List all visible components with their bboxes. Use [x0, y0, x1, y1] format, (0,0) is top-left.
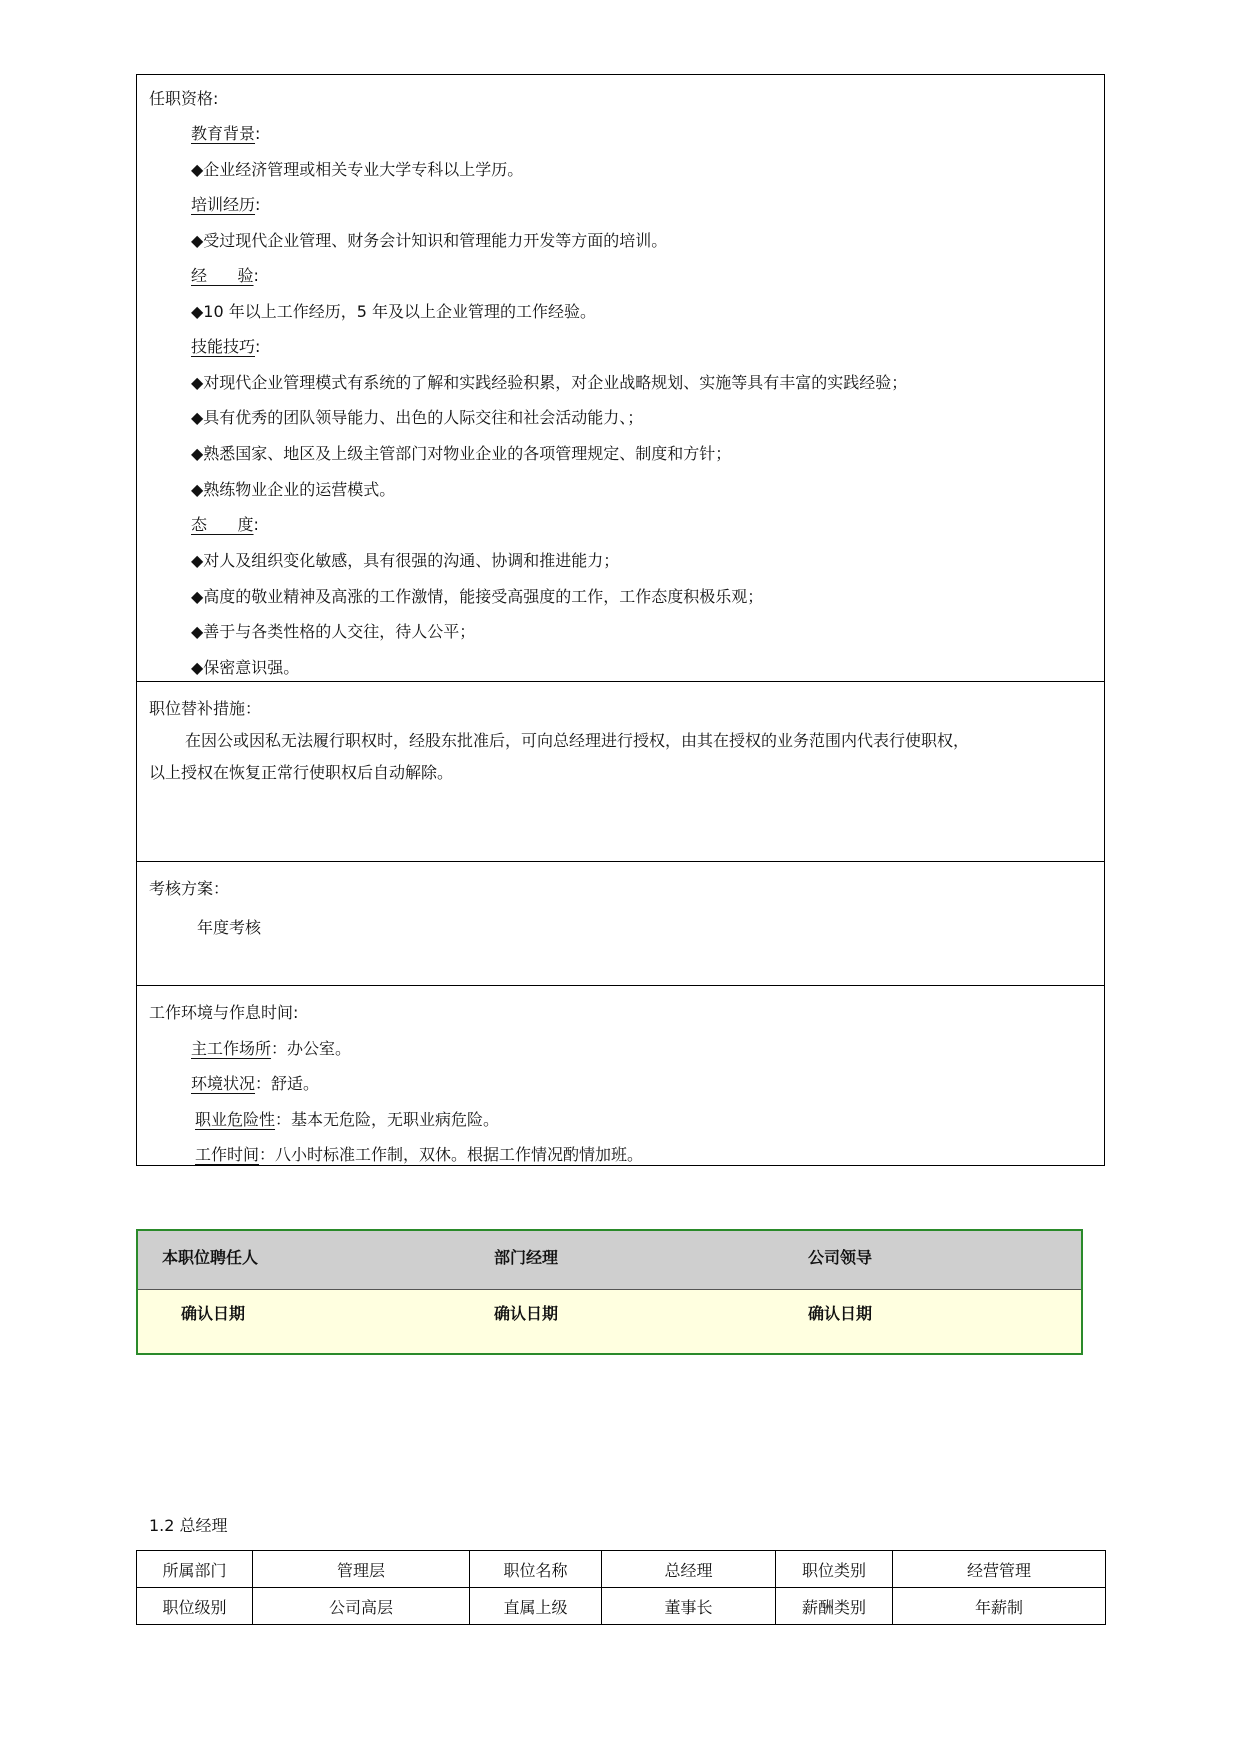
info-cell-label: 所属部门	[137, 1551, 253, 1588]
training-heading	[191, 192, 260, 215]
info-cell-value: 董事长	[602, 1588, 776, 1625]
skills-heading	[191, 334, 260, 357]
approval-date-dept-manager: 确认日期	[494, 1304, 559, 1323]
education-label: 教育背景	[191, 124, 256, 143]
info-cell-label: 职位类别	[776, 1551, 893, 1588]
environment-label: 主工作场所	[191, 1039, 272, 1058]
approval-header-appointee: 本职位聘任人	[162, 1248, 259, 1267]
approval-date-company-leader: 确认日期	[808, 1304, 873, 1323]
approval-date-row	[138, 1290, 1081, 1355]
skills-label: 技能技巧	[191, 337, 256, 356]
training-colon: :	[255, 195, 261, 214]
experience-label: 经 验	[191, 266, 254, 285]
environment-label: 工作时间	[195, 1145, 260, 1164]
substitute-line-2: 以上授权在恢复正常行使职权后自动解除。	[149, 763, 454, 782]
attitude-item: ◆高度的敬业精神及高涨的工作激情，能接受高强度的工作，工作态度积极乐观；	[191, 587, 764, 606]
attitude-item: ◆保密意识强。	[191, 658, 300, 677]
education-item: ◆企业经济管理或相关专业大学专科以上学历。	[191, 160, 524, 179]
position-info-table	[136, 1550, 1106, 1625]
approval-table	[136, 1229, 1083, 1355]
attitude-item: ◆对人及组织变化敏感，具有很强的沟通、协调和推进能力；	[191, 551, 620, 570]
skills-colon: :	[255, 337, 261, 356]
info-cell-label: 薪酬类别	[776, 1588, 893, 1625]
education-colon: :	[255, 124, 261, 143]
attitude-label: 态 度	[191, 515, 254, 534]
environment-label: 职业危险性	[195, 1110, 276, 1129]
assessment-value: 年度考核	[197, 918, 262, 937]
info-cell-value: 经营管理	[893, 1551, 1106, 1588]
approval-header-dept-manager: 部门经理	[494, 1248, 559, 1267]
info-cell-value: 年薪制	[893, 1588, 1106, 1625]
experience-item: ◆10 年以上工作经历，5 年及以上企业管理的工作经验。	[191, 302, 597, 321]
environment-item	[195, 1142, 643, 1165]
environment-value: ：办公室。	[271, 1039, 352, 1058]
skills-item: ◆熟练物业企业的运营模式。	[191, 480, 396, 499]
education-heading	[191, 121, 260, 144]
training-label: 培训经历	[191, 195, 256, 214]
approval-date-appointee: 确认日期	[181, 1304, 246, 1323]
info-row	[137, 1551, 1106, 1588]
environment-title: 工作环境与作息时间:	[149, 1003, 299, 1022]
attitude-heading	[191, 512, 259, 535]
training-item: ◆受过现代企业管理、财务会计知识和管理能力开发等方面的培训。	[191, 231, 668, 250]
qualifications-title: 任职资格:	[149, 89, 219, 108]
skills-item: ◆具有优秀的团队领导能力、出色的人际交往和社会活动能力、；	[191, 408, 644, 427]
row-divider	[137, 861, 1104, 862]
environment-item	[191, 1071, 319, 1094]
substitute-line-1: 在因公或因私无法履行职权时，经股东批准后，可向总经理进行授权，由其在授权的业务范围内代表行使职权，	[185, 731, 970, 750]
skills-item: ◆对现代企业管理模式有系统的了解和实践经验积累，对企业战略规划、实施等具有丰富的实践经验；	[191, 373, 908, 392]
approval-header-row	[138, 1231, 1081, 1290]
assessment-title: 考核方案：	[149, 879, 230, 898]
attitude-item: ◆善于与各类性格的人交往，待人公平；	[191, 622, 476, 641]
info-cell-value: 管理层	[253, 1551, 470, 1588]
approval-header-company-leader: 公司领导	[808, 1248, 873, 1267]
row-divider	[137, 681, 1104, 682]
info-cell-value: 公司高层	[253, 1588, 470, 1625]
environment-value: ：舒适。	[255, 1074, 320, 1093]
info-cell-label: 职位名称	[470, 1551, 602, 1588]
experience-colon: :	[253, 266, 259, 285]
environment-value: ：基本无危险，无职业病危险。	[275, 1110, 500, 1129]
section-title: 1.2 总经理	[149, 1516, 228, 1535]
info-cell-label: 直属上级	[470, 1588, 602, 1625]
skills-item: ◆熟悉国家、地区及上级主管部门对物业企业的各项管理规定、制度和方针；	[191, 444, 732, 463]
info-row	[137, 1588, 1106, 1625]
info-cell-label: 职位级别	[137, 1588, 253, 1625]
row-divider	[137, 985, 1104, 986]
environment-label: 环境状况	[191, 1074, 256, 1093]
environment-item	[191, 1036, 351, 1059]
info-cell-value: 总经理	[602, 1551, 776, 1588]
experience-heading	[191, 263, 259, 286]
substitute-title: 职位替补措施：	[149, 699, 262, 718]
attitude-colon: :	[253, 515, 259, 534]
environment-value: ：八小时标准工作制，双休。根据工作情况酌情加班。	[259, 1145, 644, 1164]
environment-item	[195, 1107, 499, 1130]
